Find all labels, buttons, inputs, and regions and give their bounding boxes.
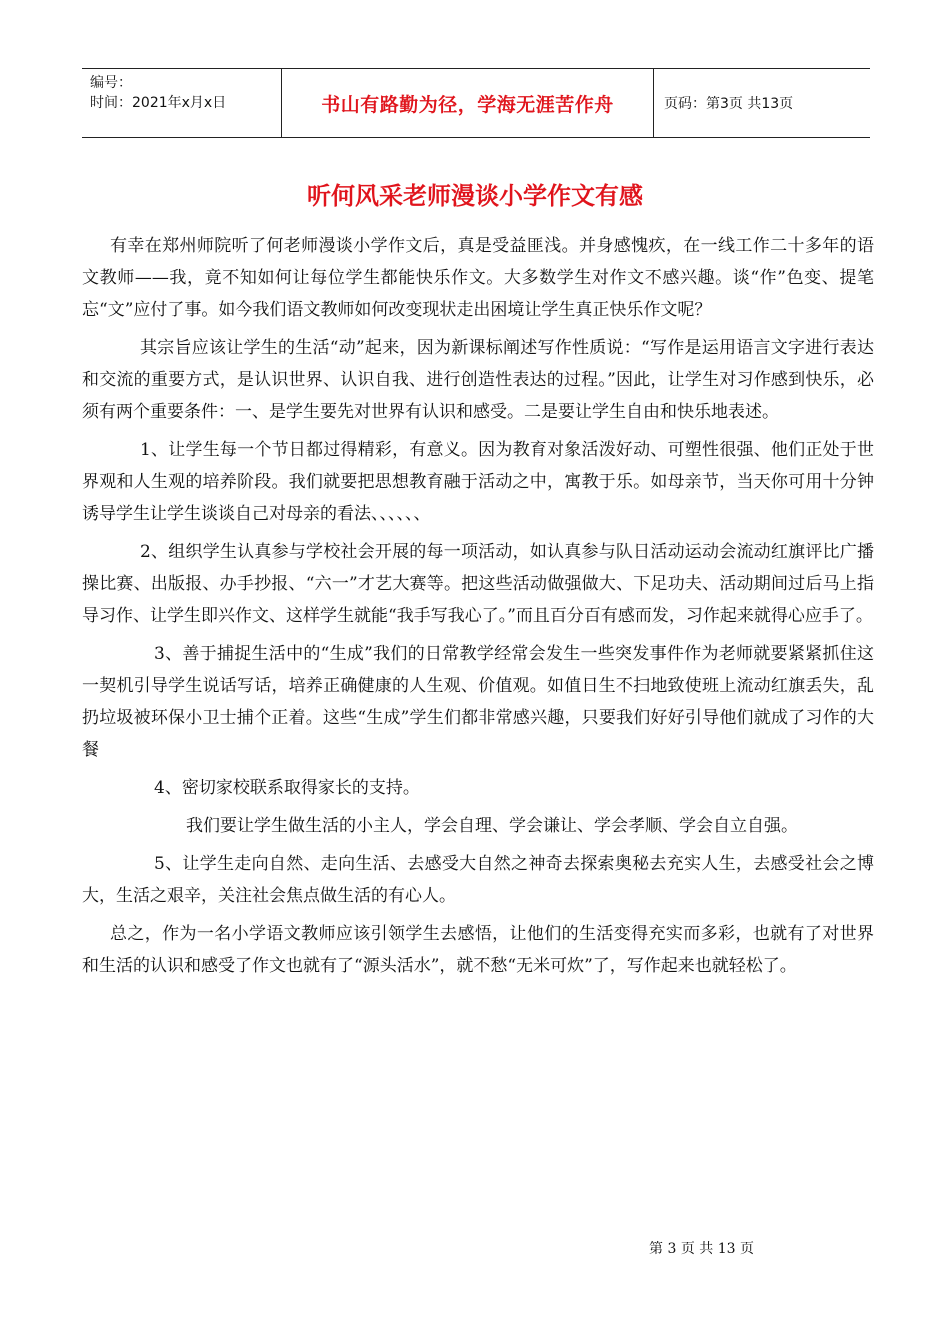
time-label: 时间：2021年x月x日 bbox=[90, 95, 227, 111]
header-motto: 书山有路勤为径，学海无涯苦作舟 bbox=[282, 69, 654, 137]
paragraph-intro: 有幸在郑州师院听了何老师漫谈小学作文后，真是受益匪浅。并身感愧疚，在一线工作二十多年的语文教师——我，竟不知如何让每位学生都能快乐作文。大多数学生对作文不感兴趣。谈“作”色变、提笔忘“文”应付了事。如今我们语文教师如何改变现状走出困境让学生真正快乐作文呢？ bbox=[82, 236, 874, 320]
paragraph-point-4-detail: 我们要让学生做生活的小主人，学会自理、学会谦让、学会孝顺、学会自立自强。 bbox=[186, 816, 798, 836]
header-page-info: 页码：第3页 共13页 bbox=[664, 96, 794, 112]
paragraph-point-5: 5、让学生走向自然、走向生活、去感受大自然之神奇去探索奥秘去充实人生，去感受社会之博大，生活之艰辛，关注社会焦点做生活的有心人。 bbox=[82, 854, 874, 906]
paragraph-conclusion: 总之，作为一名小学语文教师应该引领学生去感悟，让他们的生活变得充实而多彩，也就有了对世界和生活的认识和感受了作文也就有了“源头活水”，就不愁“无米可炊”了，写作起来也就轻松了。 bbox=[82, 924, 874, 976]
page-footer: 第 3 页 共 13 页 bbox=[649, 1241, 754, 1257]
header-meta bbox=[82, 69, 282, 137]
paragraph-point-2: 2、组织学生认真参与学校社会开展的每一项活动，如认真参与队日活动运动会流动红旗评比广播操比赛、出版报、办手抄报、“六一”才艺大赛等。把这些活动做强做大、下足功夫、活动期间过后马上指导习作、让学生即兴作文、这样学生就能“我手写我心了。”而且百分百有感而发，习作起来就得心应手了。 bbox=[82, 542, 874, 626]
paragraph-point-1: 1、让学生每一个节日都过得精彩，有意义。因为教育对象活泼好动、可塑性很强、他们正处于世界观和人生观的培养阶段。我们就要把思想教育融于活动之中，寓教于乐。如母亲节，当天你可用十分钟诱导学生让学生谈谈自己对母亲的看法、、、、、、 bbox=[82, 440, 874, 524]
paragraph-purpose: 其宗旨应该让学生的生活“动”起来，因为新课标阐述写作性质说：“写作是运用语言文字进行表达和交流的重要方式，是认识世界、认识自我、进行创造性表达的过程。”因此，让学生对习作感到快乐，必须有两个重要条件：一、是学生要先对世界有认识和感受。二是要让学生自由和快乐地表述。 bbox=[82, 338, 874, 422]
paragraph-point-4: 4、密切家校联系取得家长的支持。 bbox=[154, 778, 420, 798]
paragraph-point-3: 3、善于捕捉生活中的“生成”我们的日常教学经常会发生一些突发事件作为老师就要紧紧抓住这一契机引导学生说话写话，培养正确健康的人生观、价值观。如值日生不扫地致使班上流动红旗丢失，乱扔垃圾被环保小卫士捕个正着。这些“生成”学生们都非常感兴趣，只要我们好好引导他们就成了习作的大餐 bbox=[82, 644, 874, 760]
number-label: 编号： bbox=[90, 75, 132, 91]
document-body bbox=[82, 230, 874, 982]
document-title: 听何风采老师漫谈小学作文有感 bbox=[307, 182, 643, 210]
page-header bbox=[82, 68, 870, 138]
